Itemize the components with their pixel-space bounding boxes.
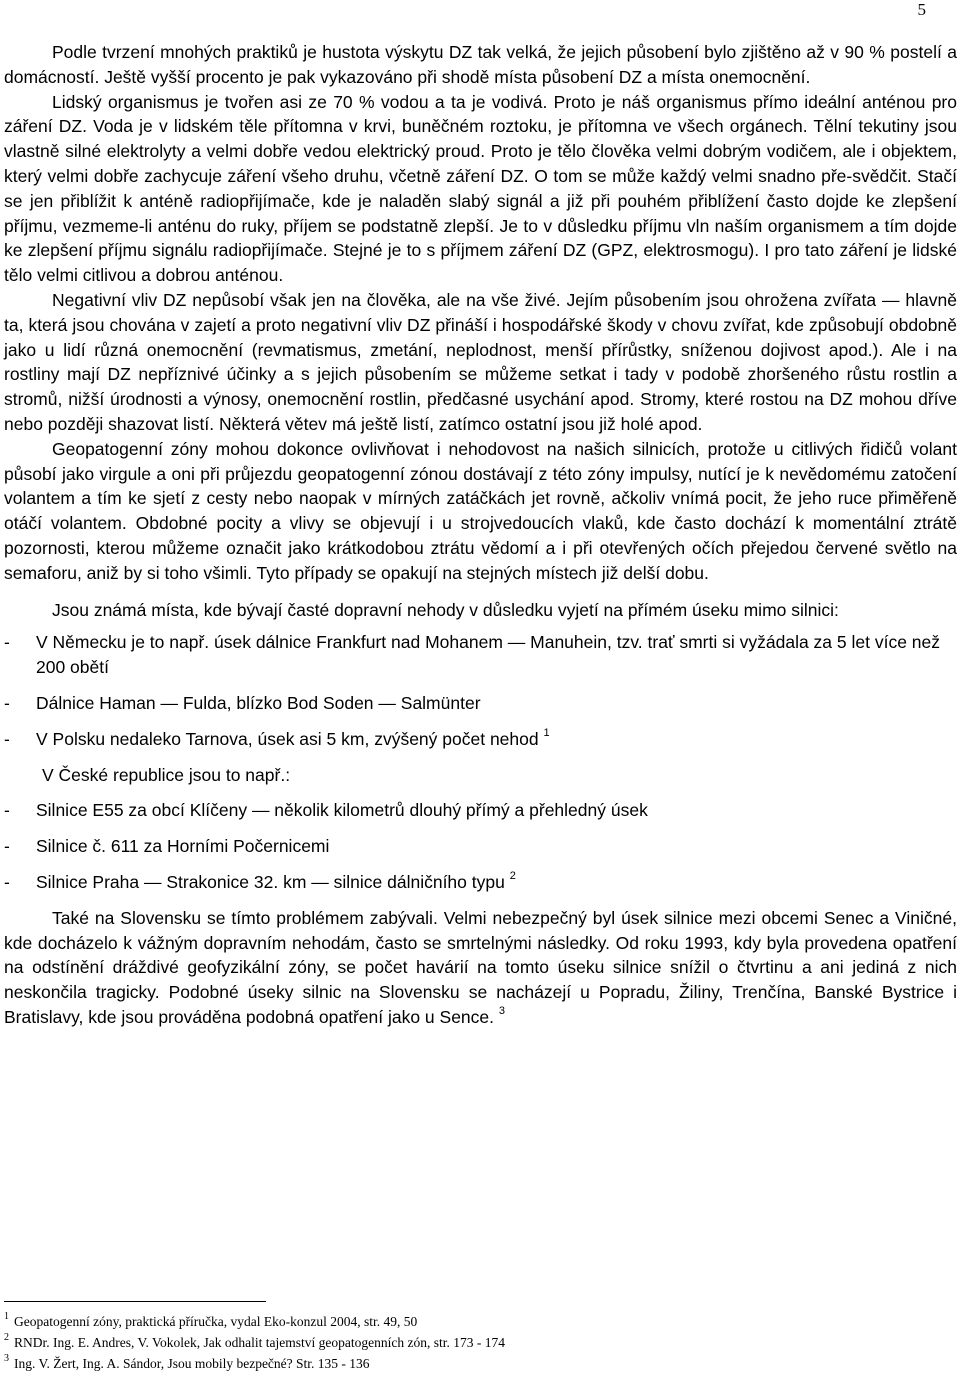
- footnote-number: 1: [4, 1311, 9, 1322]
- body-text: [4, 40, 957, 1030]
- footnote: [4, 1311, 944, 1332]
- paragraph-4: Geopatogenní zóny mohou dokonce ovlivňovat i nehodovost na našich silnicích, protože u citlivých řidičů volant působí jako virgule a oni při průjezdu geopatogenní zónou dostávají z této zóny impulsy, nutící je k nevědomému zatočení volantem a tím ke sjetí z cesty nebo naopak v mírných zatáčkách jet rovně, ačkoliv vnímá pocit, že jeho ruce přiměřeně otáčí volantem. Obdobné pocity a vlivy se objevují i u strojvedoucích vlaků, kde často dochází k momentální ztrátě pozornosti, kterou můžeme označit jako krátkodobou ztrátu vědomí a i při otevřených očích přejedou červené světlo na semaforu, aniž by si toho všimli. Tyto případy se opakují na stejných místech již delší dobu.: [4, 438, 957, 583]
- list-item-text: Silnice Praha — Strakonice 32. km — silnice dálničního typu: [36, 871, 505, 892]
- list-czech-roads: [4, 798, 957, 894]
- list-dash: -: [4, 728, 10, 749]
- list-item: [4, 727, 957, 752]
- footnote-ref: 3: [498, 1005, 505, 1018]
- footnote-text: Ing. V. Žert, Ing. A. Sándor, Jsou mobily bezpečné? Str. 135 - 136: [14, 1356, 370, 1371]
- paragraph-2: Lidský organismus je tvořen asi ze 70 % vodou a ta je vodivá. Proto je náš organismus přímo ideální anténou pro záření DZ. Voda je v lidském těle přítomna v krvi, buněčném roztoku, je přítomna ve všech orgánech. Tělní tekutiny jsou vlastně silné elektrolyty a velmi dobře vedou elektrický proud. Proto je tělo člověka velmi dobrým vodičem, ale i objektem, který velmi dobře zachycuje záření všeho druhu, včetně záření DZ. O tom se může každý velmi snadno pře-svědčit. Stačí se jen přiblížit k anténě radiopřijímače, kde je naladěn slabý signál a již při pouhém přiblížení často dojde ke zlepšení příjmu, vezmeme-li anténu do ruky, příjem se podstatně zlepší. Je to v důsledku příjmu vln naším organismem a tím dojde ke zlepšení příjmu signálu radiopřijímače. Stejné je to s příjmem záření DZ (GPZ, elektrosmogu). I pro tato záření je lidské tělo velmi citlivou a dobrou anténou.: [4, 91, 957, 286]
- footnote-text: RNDr. Ing. E. Andres, V. Vokolek, Jak odhalit tajemství geopatogenních zón, str. 173 - 174: [14, 1335, 505, 1350]
- list-item-text: V Německu je to např. úsek dálnice Frankfurt nad Mohanem — Manuhein, tzv. trať smrti si vyžádala za 5 let více než 200 obětí: [36, 632, 941, 678]
- list-item-text: Dálnice Haman — Fulda, blízko Bod Soden — Salmünter: [36, 692, 481, 713]
- list-foreign-roads: [4, 630, 957, 751]
- footnote-number: 3: [4, 1353, 9, 1364]
- list-item: [4, 798, 957, 823]
- footnotes: [4, 1311, 944, 1374]
- footnote-divider: [4, 1301, 266, 1302]
- footnote-text: Geopatogenní zóny, praktická příručka, vydal Eko-konzul 2004, str. 49, 50: [14, 1314, 418, 1329]
- list-dash: -: [4, 632, 10, 653]
- list-dash: -: [4, 836, 10, 857]
- paragraph-3: Negativní vliv DZ nepůsobí však jen na člověka, ale na vše živé. Jejím působením jsou ohrožena zvířata — hlavně ta, která jsou chována v zajetí a proto negativní vliv DZ přináší i hospodářské škody v chovu zvířat, kde způsobují obdobně jako u lidí různá onemocnění (revmatismus, zmetání, neplodnost, menší přírůstky, sníženou dojivost apod.). Ale i na rostliny mají DZ nepříznivé účinky a s jejich působením se můžeme setkat i tady v podobě zhoršeného růstu rostlin a stromů, nižší úrodnosti a výnosy, onemocnění rostlin, předčasné usychání apod. Stromy, které rostou na DZ mohou dříve nebo později shazovat listí. Některá větev má ještě listí, zatímco ostatní jsou již holé apod.: [4, 289, 957, 434]
- page-number: 5: [917, 0, 926, 19]
- list-item: [4, 630, 957, 680]
- list-item: [4, 691, 957, 716]
- footnote: [4, 1332, 944, 1353]
- list-item-text: V Polsku nedaleko Tarnova, úsek asi 5 km, zvýšený počet nehod: [36, 728, 539, 749]
- list-dash: -: [4, 871, 10, 892]
- paragraph-6-text: Také na Slovensku se tímto problémem zabývali. Velmi nebezpečný byl úsek silnice mezi obcemi Senec a Viničné, kde docházelo k vážným dopravním nehodám, často se smrtelnými následky. Od roku 1993, kdy byla provedena opatření na odstínění dráždivé geofyzikální zóny, se počet havárií na tomto úseku silnice snížil o čtvrtinu a ani jediná z nich neskončila tragicky. Podobné úseky silnic na Slovensku se nacházejí u Popradu, Žiliny, Trenčína, Banské Bystrice i Bratislavy, kde jsou prováděna podobná opatření jako u Sence.: [4, 907, 957, 1027]
- list-item-text: Silnice E55 za obcí Klíčeny — několik kilometrů dlouhý přímý a přehledný úsek: [36, 800, 648, 821]
- czech-list-heading: V České republice jsou to např.:: [42, 764, 291, 785]
- paragraph-5: Jsou známá místa, kde bývají časté dopravní nehody v důsledku vyjetí na přímém úseku mimo silnici:: [52, 599, 839, 620]
- footnote: [4, 1353, 944, 1374]
- paragraph-6: [4, 906, 957, 1030]
- list-item: [4, 834, 957, 859]
- list-item-text: Silnice č. 611 za Horními Počernicemi: [36, 836, 330, 857]
- paragraph-1: Podle tvrzení mnohých praktiků je hustota výskytu DZ tak velká, že jejich působení bylo zjištěno až v 90 % postelí a domácností. Ještě vyšší procento je pak vykazováno při shodě místa působení DZ a místa onemocnění.: [4, 42, 957, 87]
- footnote-number: 2: [4, 1332, 9, 1343]
- list-item: [4, 870, 957, 895]
- list-dash: -: [4, 692, 10, 713]
- footnote-ref: 2: [509, 870, 516, 883]
- footnote-ref: 1: [543, 726, 550, 739]
- list-dash: -: [4, 800, 10, 821]
